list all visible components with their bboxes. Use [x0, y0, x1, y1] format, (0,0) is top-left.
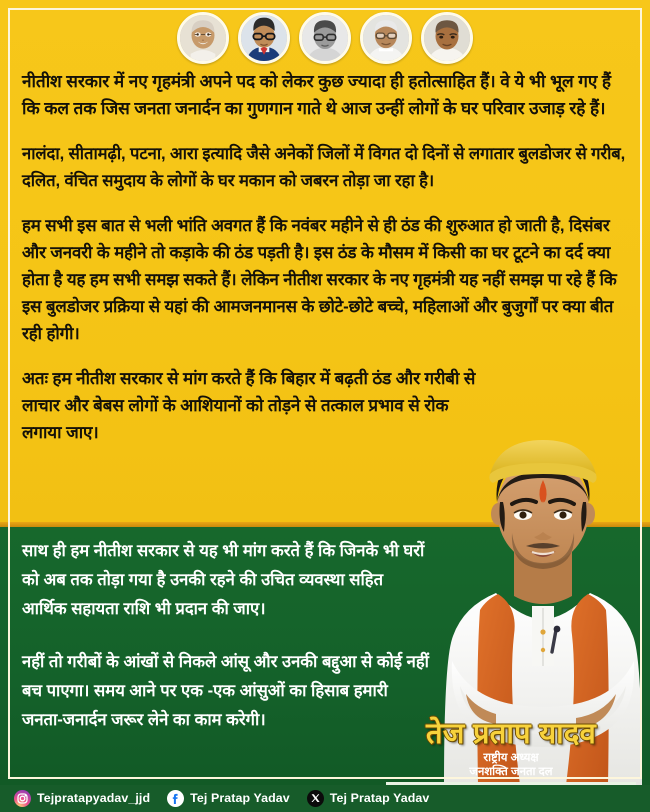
- signature-name: तेज प्रताप यादव: [425, 718, 597, 750]
- social-link-x-twitter[interactable]: [307, 790, 430, 807]
- social-media-bar: [14, 787, 429, 809]
- green-paragraph-1: साथ ही हम नीतीश सरकार से यह भी मांग करते हैं कि जिनके भी घरों को अब तक तोड़ा गया है उनकी रहने की उचित व्यवस्था सहित आर्थिक सहायता राशि भी प्रदान की जाए।: [22, 541, 425, 618]
- leader-portrait-lalu-prasad-yadav: [421, 12, 473, 64]
- x-twitter-handle: Tej Pratap Yadav: [329, 791, 430, 805]
- signature-block: [386, 718, 636, 785]
- leader-portrait-mahatma-gandhi: [177, 12, 229, 64]
- paragraph-3: हम सभी इस बात से भली भांति अवगत हैं कि नवंबर महीने से ही ठंड की शुरुआत हो जाती है, दिसंबर और जनवरी के महीने तो कड़ाके की ठंड पड़ती है। इस ठंड के मौसम में किसी का घर टूटने का दर्द क्या होता है यह हम सभी समझ सकते हैं। लेकिन नीतीश सरकार के नए गृहमंत्री यह नहीं समझ पा रहे हैं कि इस बुलडोजर प्रक्रिया से यहां की आमजनमानस के छोटे-छोटे बच्चे, महिलाओं और बुजुर्गों पर क्या बीत रही होगी।: [22, 216, 617, 343]
- signature-role: राष्ट्रीय अध्यक्ष: [483, 752, 539, 764]
- signature-underline: [386, 782, 636, 785]
- signature-party: जनशक्ति जनता दल: [469, 766, 553, 778]
- green-paragraph-2: नहीं तो गरीबों के आंखों से निकले आंसू और उनकी बद्दुआ से कोई नहीं बच पाएगा। समय आने पर एक -एक आंसुओं का हिसाब हमारी जनता-जनार्दन जरूर लेने का काम करेगी।: [22, 652, 429, 729]
- leader-portrait-karpoori-thakur: [360, 12, 412, 64]
- yellow-text-block: [22, 68, 630, 464]
- social-link-facebook[interactable]: [167, 790, 290, 807]
- paragraph-2: नालंदा, सीतामढ़ी, पटना, आरा इत्यादि जैसे अनेकों जिलों में विगत दो दिनों से लगातार बुलडोजर से गरीब, दलित, वंचित समुदाय के लोगों के घर मकान को जबरन तोड़ा जा रहा है।: [22, 144, 626, 190]
- paragraph-4: अतः हम नीतीश सरकार से मांग करते हैं कि बिहार में बढ़ती ठंड और गरीबी से लाचार और बेबस लोगों के आशियानों को तोड़ने से तत्काल प्रभाव से रोक लगाया जाए।: [22, 369, 476, 442]
- facebook-handle: Tej Pratap Yadav: [190, 791, 290, 805]
- leader-portrait-row: [0, 10, 650, 66]
- x-twitter-icon: [307, 790, 324, 807]
- instagram-handle: Tejpratapyadav_jjd: [37, 791, 151, 805]
- leader-portrait-br-ambedkar: [238, 12, 290, 64]
- paragraph-1: नीतीश सरकार में नए गृहमंत्री अपने पद को लेकर कुछ ज्यादा ही हतोत्साहित हैं। वे ये भी भूल गए हैं कि कल तक जिस जनता जनार्दन का गुणगान गाते थे आज उन्हीं लोगों के घर परिवार उजाड़ रहे हैं।: [22, 71, 611, 118]
- green-text-block: [22, 536, 442, 758]
- facebook-icon: [167, 790, 184, 807]
- leader-portrait-ram-manohar-lohia: [299, 12, 351, 64]
- instagram-icon: [14, 790, 31, 807]
- social-link-instagram[interactable]: [14, 790, 150, 807]
